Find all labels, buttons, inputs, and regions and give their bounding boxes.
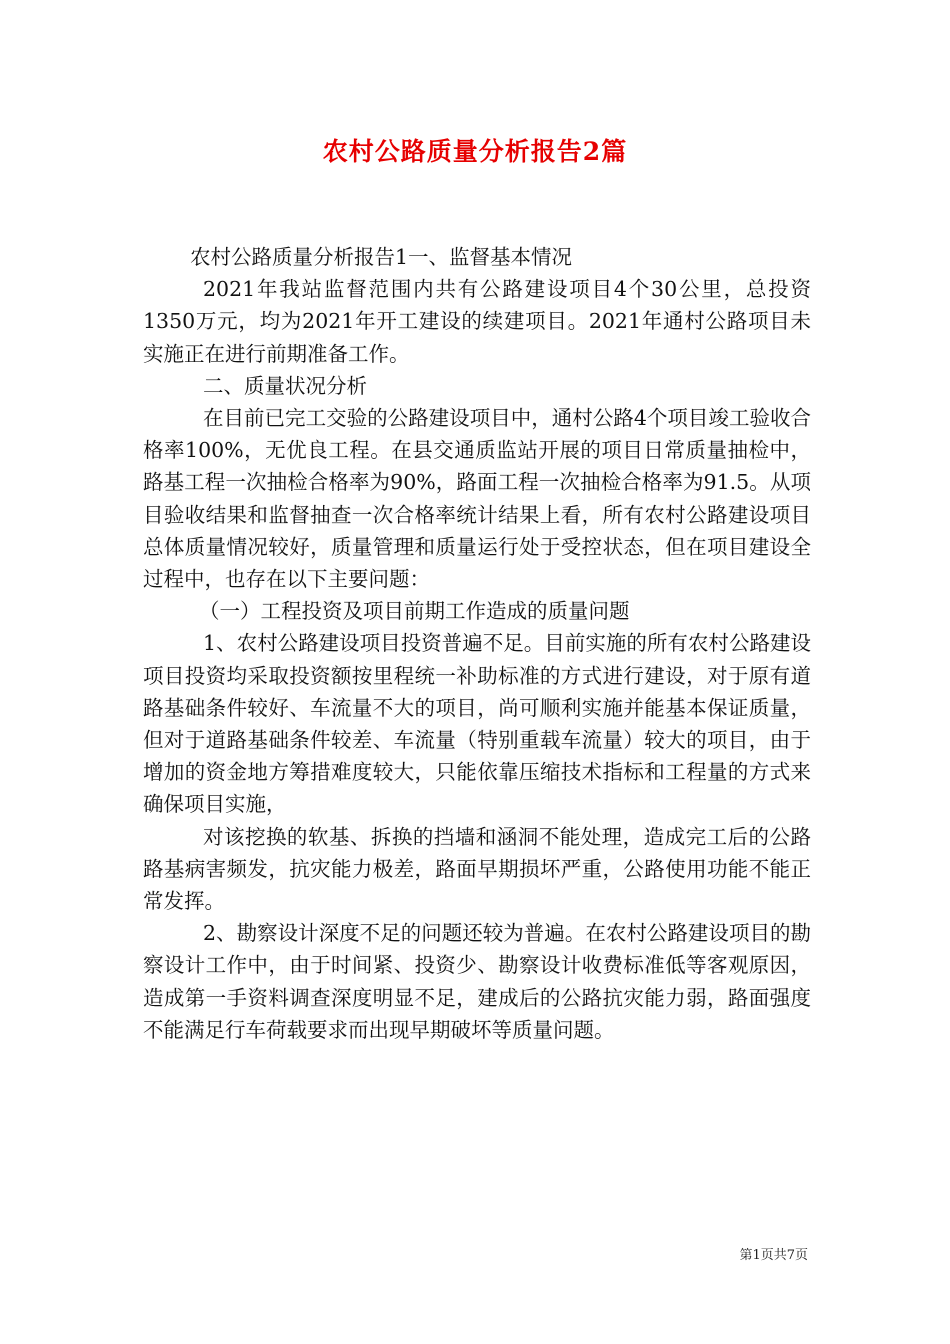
paragraph-supervision-overview: 2021年我站监督范围内共有公路建设项目4个30公里，总投资1350万元，均为2021年开工建设的续建项目。2021年通村公路项目未实施正在进行前期准备工作。 xyxy=(143,277,811,366)
document-body xyxy=(143,241,811,1046)
paragraph-section-heading-2: 二、质量状况分析 xyxy=(203,373,367,398)
page-number: 第1页共7页 xyxy=(739,1248,808,1263)
paragraph-investment-issue: 1、农村公路建设项目投资普遍不足。目前实施的所有农村公路建设项目投资均采取投资额按里程统一补助标准的方式进行建设，对于原有道路基础条件较好、车流量不大的项目，尚可顺利实施并能基本保证质量，但对于道路基础条件较差、车流量（特别重载车流量）较大的项目，由于增加的资金地方筹措难度较大，只能依靠压缩技术指标和工程量的方式来确保项目实施， xyxy=(143,631,811,817)
paragraph-section-heading-1: 农村公路质量分析报告1一、监督基本情况 xyxy=(190,245,573,269)
paragraph-consequences: 对该挖换的软基、拆换的挡墙和涵洞不能处理，造成完工后的公路路基病害频发，抗灾能力极差，路面早期损坏严重，公路使用功能不能正常发挥。 xyxy=(143,824,811,914)
paragraph-quality-analysis: 在目前已完工交验的公路建设项目中，通村公路4个项目竣工验收合格率100%，无优良工程。在县交通质监站开展的项目日常质量抽检中，路基工程一次抽检合格率为90%，路面工程一次抽检合格率为91.5。从项目验收结果和监督抽查一次合格率统计结果上看，所有农村公路建设项目总体质量情况较好，质量管理和质量运行处于受控状态，但在项目建设全过程中，也存在以下主要问题： xyxy=(143,406,811,592)
paragraph-subheading-1: （一）工程投资及项目前期工作造成的质量问题 xyxy=(199,599,630,624)
paragraph-survey-design-issue: 2、勘察设计深度不足的问题还较为普遍。在农村公路建设项目的勘察设计工作中，由于时间紧、投资少、勘察设计收费标准低等客观原因，造成第一手资料调查深度明显不足，建成后的公路抗灾能力弱，路面强度不能满足行车荷载要求而出现早期破坏等质量问题。 xyxy=(143,921,811,1042)
document-title: 农村公路质量分析报告2篇 xyxy=(322,137,628,166)
